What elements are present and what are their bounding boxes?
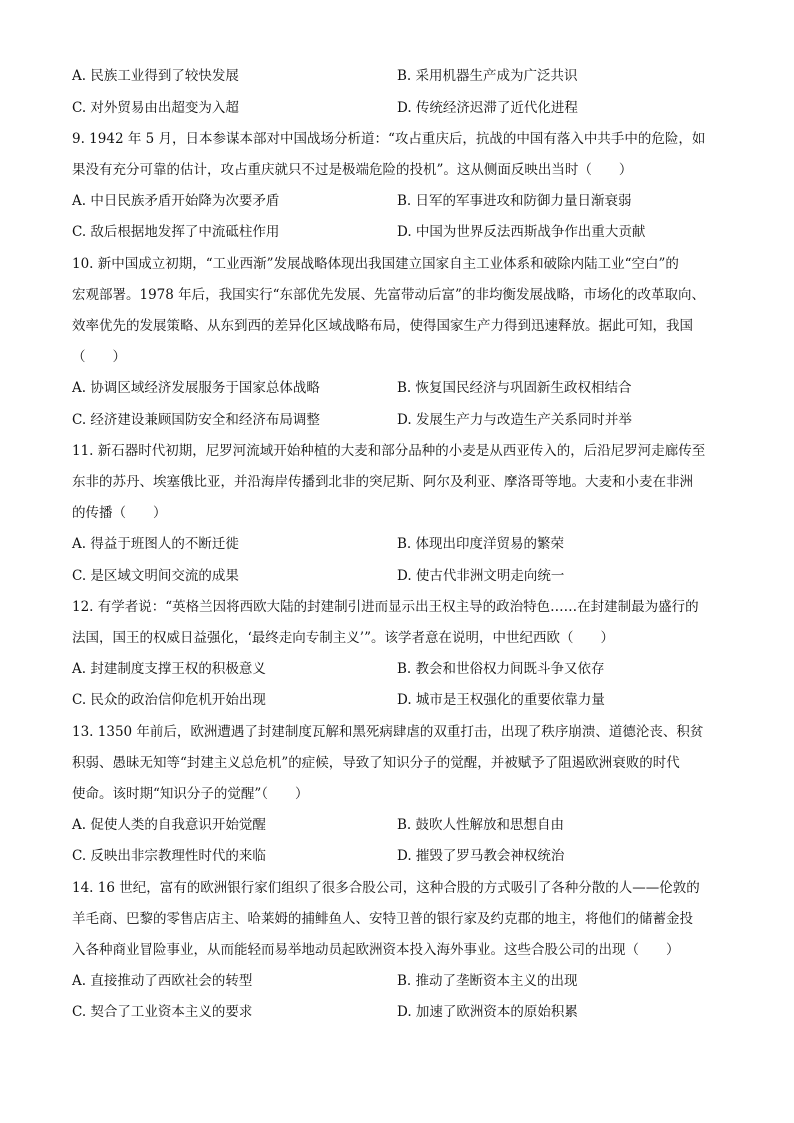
- q14-stem-line-3: 入各种商业冒险事业，从而能轻而易举地动员起欧洲资本投入海外事业。这些合股公司的出现（ ）: [72, 942, 680, 958]
- q13-option-b: B. 鼓吹人性解放和思想自由: [397, 817, 565, 833]
- q9-option-b: B. 日军的军事进攻和防御力量日渐衰弱: [397, 193, 632, 209]
- q9-option-d: D. 中国为世界反法西斯战争作出重大贡献: [397, 224, 646, 240]
- q14-stem-line-2: 羊毛商、巴黎的零售店店主、哈莱姆的捕鲱鱼人、安特卫普的银行家及约克郡的地主，将他们的储蓄金投: [72, 911, 693, 927]
- q10-option-a: A. 协调区域经济发展服务于国家总体战略: [72, 380, 320, 396]
- q14-option-d: D. 加速了欧洲资本的原始积累: [397, 1004, 578, 1020]
- q11-option-c: C. 是区域文明间交流的成果: [72, 568, 239, 584]
- q13-option-a: A. 促使人类的自我意识开始觉醒: [72, 817, 266, 833]
- q9-stem-line-2: 果没有充分可靠的估计，攻占重庆就只不过是极端危险的投机”。这从侧面反映出当时（ ）: [72, 162, 633, 178]
- q14-option-b: B. 推动了垄断资本主义的出现: [397, 973, 578, 989]
- q11-stem-line-3: 的传播（ ）: [72, 505, 167, 521]
- q12-option-b: B. 教会和世俗权力间既斗争又依存: [397, 661, 605, 677]
- q10-stem-line-3: 效率优先的发展策略、从东到西的差异化区域战略布局，使得国家生产力得到迅速释放。据此可知，我国: [72, 318, 693, 334]
- q14-option-c: C. 契合了工业资本主义的要求: [72, 1004, 253, 1020]
- q10-option-c: C. 经济建设兼顾国防安全和经济布局调整: [72, 412, 320, 428]
- q9-stem-line-1: 9. 1942 年 5 月，日本参谋本部对中国战场分析道：“攻占重庆后，抗战的中国有落入中共手中的危险，如: [72, 131, 706, 147]
- q12-option-c: C. 民众的政治信仰危机开始出现: [72, 692, 266, 708]
- q10-stem-line-1: 10. 新中国成立初期，“工业西渐”发展战略体现出我国建立国家自主工业体系和破除内陆工业“空白”的: [72, 256, 679, 272]
- q11-stem-line-1: 11. 新石器时代初期，尼罗河流域开始种植的大麦和部分品种的小麦是从西亚传入的，后沿尼罗河走廊传至: [72, 443, 706, 459]
- q8-option-a: A. 民族工业得到了较快发展: [72, 68, 239, 84]
- q14-option-a: A. 直接推动了西欧社会的转型: [72, 973, 253, 989]
- q12-option-a: A. 封建制度支撑王权的积极意义: [72, 661, 266, 677]
- q10-stem-line-4: （ ）: [72, 349, 126, 365]
- q13-option-d: D. 摧毁了罗马教会神权统治: [397, 848, 565, 864]
- q9-option-a: A. 中日民族矛盾开始降为次要矛盾: [72, 193, 280, 209]
- q11-option-d: D. 使古代非洲文明走向统一: [397, 568, 565, 584]
- q14-stem-line-1: 14. 16 世纪，富有的欧洲银行家们组织了很多合股公司，这种合股的方式吸引了各种分散的人——伦敦的: [72, 880, 700, 896]
- q13-stem-line-2: 积弱、愚昧无知等“封建主义总危机”的症候，导致了知识分子的觉醒，并被赋予了阻遏欧洲衰败的时代: [72, 755, 680, 771]
- q12-stem-line-2: 法国，国王的权威日益强化，‘最终走向专制主义’”。该学者意在说明，中世纪西欧（ ）: [72, 630, 614, 646]
- q8-option-d: D. 传统经济迟滞了近代化进程: [397, 100, 578, 116]
- q13-option-c: C. 反映出非宗教理性时代的来临: [72, 848, 266, 864]
- q10-option-d: D. 发展生产力与改造生产关系同时并举: [397, 412, 632, 428]
- q10-stem-line-2: 宏观部署。1978 年后，我国实行“东部优先发展、先富带动后富”的非均衡发展战略，市场化的改革取向、: [72, 287, 705, 303]
- q8-option-c: C. 对外贸易由出超变为入超: [72, 100, 239, 116]
- q13-stem-line-1: 13. 1350 年前后，欧洲遭遇了封建制度瓦解和黑死病肆虐的双重打击，出现了秩序崩溃、道德沦丧、积贫: [72, 724, 704, 740]
- q11-stem-line-2: 东非的苏丹、埃塞俄比亚，并沿海岸传播到北非的突尼斯、阿尔及利亚、摩洛哥等地。大麦和小麦在非洲: [72, 474, 693, 490]
- q9-option-c: C. 敌后根据地发挥了中流砥柱作用: [72, 224, 280, 240]
- q12-stem-line-1: 12. 有学者说：“英格兰因将西欧大陆的封建制引进而显示出王权主导的政治特色……在封建制最为盛行的: [72, 599, 699, 615]
- q13-stem-line-3: 使命。该时期“知识分子的觉醒”（ ）: [72, 786, 309, 802]
- q11-option-a: A. 得益于班图人的不断迁徙: [72, 536, 239, 552]
- q8-option-b: B. 采用机器生产成为广泛共识: [397, 68, 578, 84]
- q12-option-d: D. 城市是王权强化的重要依靠力量: [397, 692, 605, 708]
- q10-option-b: B. 恢复国民经济与巩固新生政权相结合: [397, 380, 632, 396]
- q11-option-b: B. 体现出印度洋贸易的繁荣: [397, 536, 565, 552]
